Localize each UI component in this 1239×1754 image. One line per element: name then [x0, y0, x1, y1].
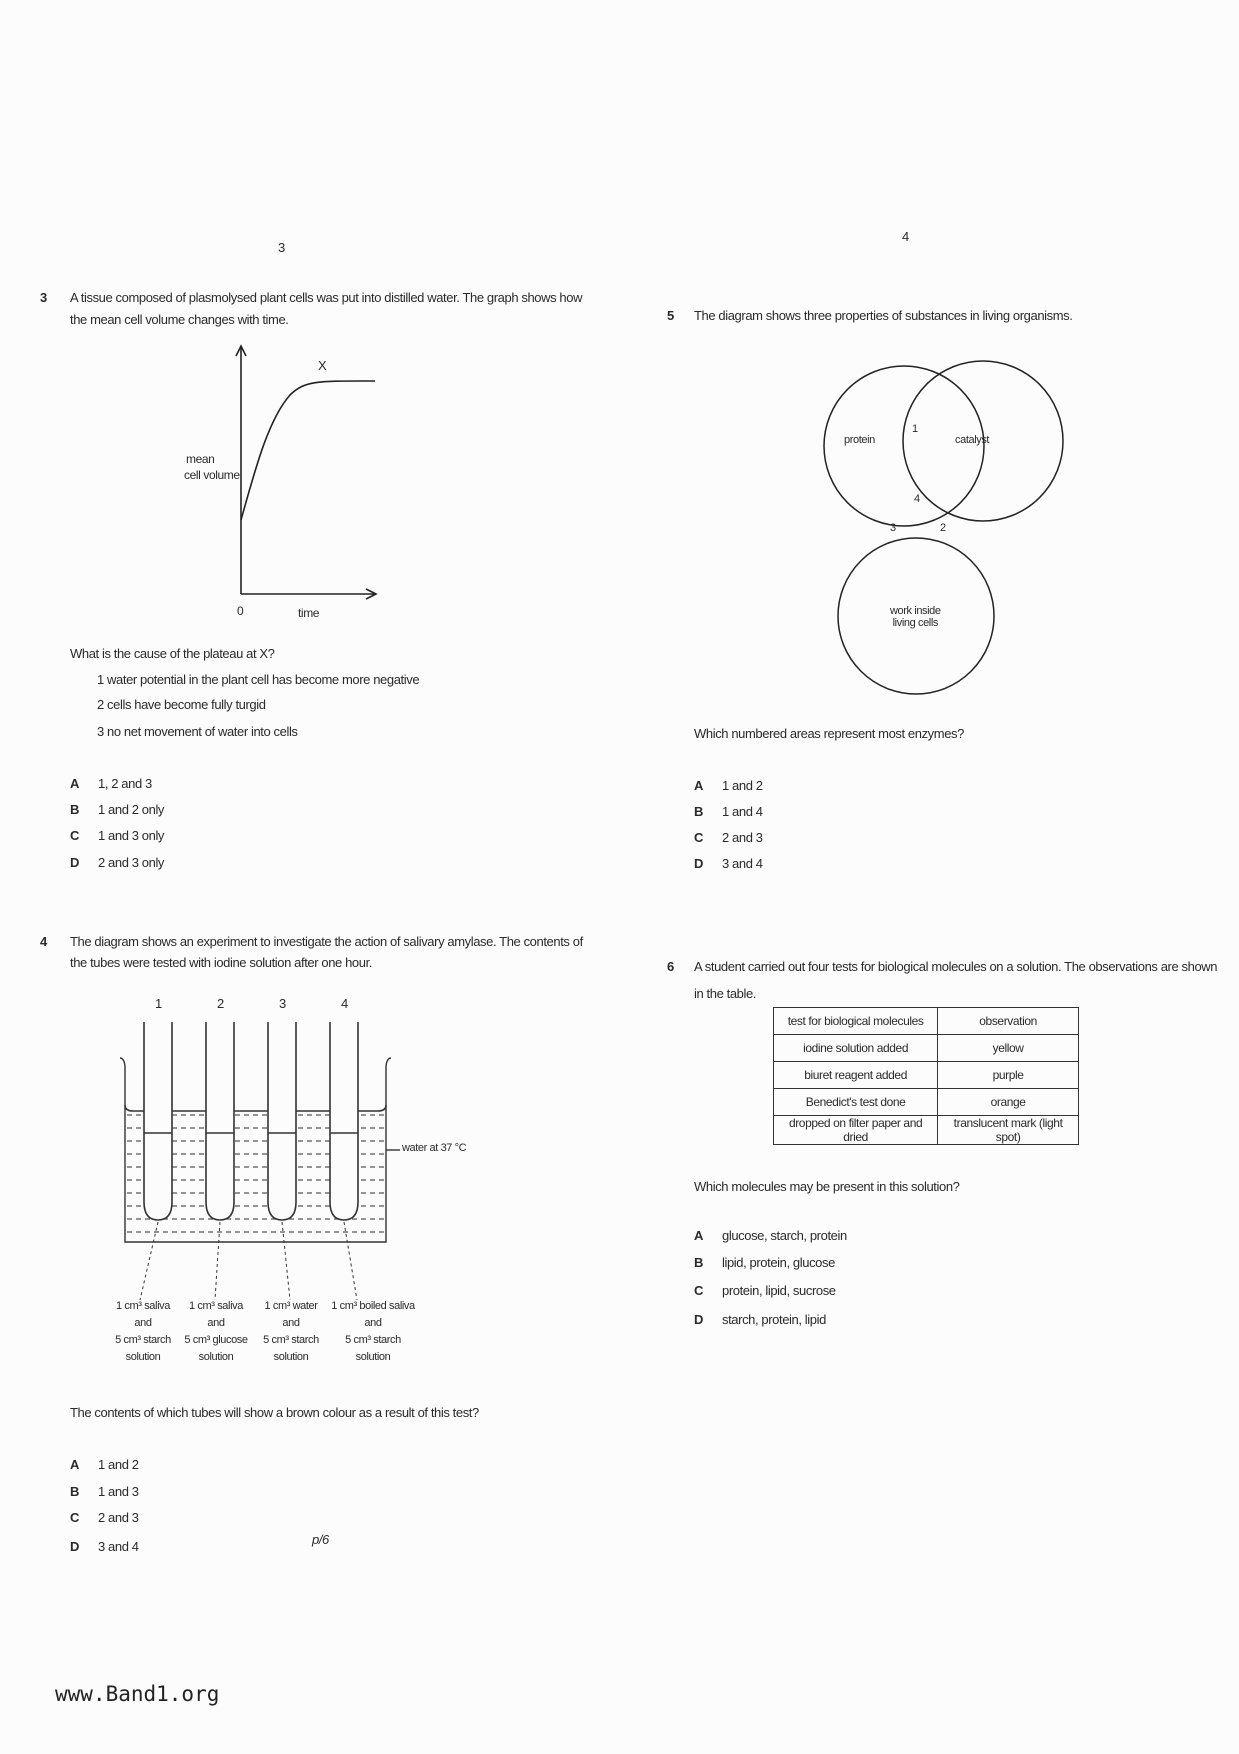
venn-label-cells — [890, 605, 941, 629]
tube-content-line: 5 cm³ starch — [263, 1334, 319, 1346]
venn-area-4: 4 — [914, 493, 920, 505]
graph-ylabel: cell volume — [184, 468, 240, 482]
option-text: 1 and 2 — [98, 1457, 139, 1472]
option-letter: A — [70, 1457, 79, 1472]
option-text: 1, 2 and 3 — [98, 776, 152, 791]
leader-lines — [140, 1222, 357, 1300]
option-text: 2 and 3 — [98, 1510, 139, 1525]
graph-point-label: X — [318, 358, 327, 373]
venn-label-line: living cells — [892, 617, 938, 629]
tube-content-line: 1 cm³ saliva — [189, 1300, 243, 1312]
tube-content-line: and — [134, 1317, 152, 1329]
option-text: starch, protein, lipid — [722, 1312, 826, 1327]
venn-label-line: work inside — [890, 605, 941, 617]
option-text: protein, lipid, sucrose — [722, 1283, 836, 1298]
option-letter: A — [70, 776, 79, 791]
venn-area-2: 2 — [940, 522, 946, 534]
graph-ylabel: mean — [186, 452, 215, 466]
table-cell: Benedict's test done — [774, 1089, 938, 1116]
table-cell: dropped on filter paper and dried — [774, 1116, 938, 1145]
option-text: 2 and 3 only — [98, 855, 165, 870]
option-text: 3 and 4 — [722, 856, 763, 871]
statement: 1 water potential in the plant cell has become more negative — [97, 672, 420, 687]
table-cell: translucent mark (light spot) — [938, 1116, 1079, 1145]
tube-content-line: solution — [125, 1351, 161, 1363]
option-letter: D — [70, 855, 79, 870]
option-b — [70, 1484, 139, 1499]
table-cell: iodine solution added — [774, 1035, 938, 1062]
tubes — [125, 1022, 386, 1220]
tube-content-line: 5 cm³ starch — [345, 1334, 401, 1346]
question-number: 3 — [40, 290, 47, 305]
tube-content-line: 5 cm³ glucose — [184, 1334, 248, 1346]
question-text: The diagram shows three properties of substances in living organisms. — [694, 308, 1073, 323]
option-letter: A — [694, 778, 703, 793]
option-text: 1 and 2 — [722, 778, 763, 793]
option-text: 1 and 4 — [722, 804, 763, 819]
tube-contents-4 — [328, 1298, 418, 1366]
graph-origin: 0 — [237, 604, 244, 618]
option-b — [70, 802, 164, 817]
option-text: 1 and 3 — [98, 1484, 139, 1499]
option-d — [70, 855, 164, 870]
observations-table — [773, 1007, 1079, 1145]
option-a — [70, 1457, 139, 1472]
option-letter: C — [70, 1510, 79, 1525]
option-d — [694, 856, 763, 871]
table-row — [774, 1116, 1079, 1145]
question-text: in the table. — [694, 986, 757, 1001]
question-prompt: The contents of which tubes will show a brown colour as a result of this test? — [70, 1405, 479, 1420]
question-text: the mean cell volume changes with time. — [70, 312, 289, 327]
tube-content-line: solution — [273, 1351, 309, 1363]
option-b — [694, 804, 763, 819]
option-d — [694, 1312, 826, 1327]
tube-content-line: 1 cm³ saliva — [116, 1300, 170, 1312]
handwritten-mark: p/6 — [312, 1532, 329, 1547]
table-row — [774, 1062, 1079, 1089]
option-letter: D — [70, 1539, 79, 1554]
tube-content-line: 5 cm³ starch — [115, 1334, 171, 1346]
table-row — [774, 1035, 1079, 1062]
option-letter: B — [70, 802, 79, 817]
page-number-left: 3 — [278, 240, 285, 255]
tube-number: 4 — [341, 996, 348, 1011]
footer-watermark: www.Band1.org — [55, 1682, 220, 1706]
q4-beaker — [120, 1022, 400, 1300]
tube-number: 3 — [279, 996, 286, 1011]
tube-content-line: 1 cm³ boiled saliva — [331, 1300, 415, 1312]
table-cell: orange — [938, 1089, 1079, 1116]
question-text: The diagram shows an experiment to investigate the action of salivary amylase. The contents of — [70, 934, 583, 949]
option-letter: B — [694, 1255, 703, 1270]
option-text: lipid, protein, glucose — [722, 1255, 835, 1270]
tube-content-line: solution — [355, 1351, 391, 1363]
option-a — [694, 1228, 847, 1243]
option-letter: A — [694, 1228, 703, 1243]
question-text: the tubes were tested with iodine solution after one hour. — [70, 955, 373, 970]
option-c — [70, 1510, 139, 1525]
question-number: 5 — [667, 308, 674, 323]
option-a — [70, 776, 152, 791]
tube-number: 2 — [217, 996, 224, 1011]
question-number: 4 — [40, 934, 47, 949]
option-letter: B — [694, 804, 703, 819]
option-c — [694, 830, 763, 845]
question-prompt: Which numbered areas represent most enzymes? — [694, 726, 964, 741]
tube-content-line: and — [282, 1317, 300, 1329]
table-header-row — [774, 1008, 1079, 1035]
tube-content-line: and — [364, 1317, 382, 1329]
question-text: A student carried out four tests for biological molecules on a solution. The observations are shown — [694, 959, 1218, 974]
option-d — [70, 1539, 139, 1554]
option-c — [694, 1283, 836, 1298]
option-text: 2 and 3 — [722, 830, 763, 845]
option-b — [694, 1255, 835, 1270]
option-letter: B — [70, 1484, 79, 1499]
table-cell: purple — [938, 1062, 1079, 1089]
question-text: A tissue composed of plasmolysed plant cells was put into distilled water. The graph shows how — [70, 290, 583, 305]
table-header: test for biological molecules — [774, 1008, 938, 1035]
option-text: 3 and 4 — [98, 1539, 139, 1554]
q3-graph — [236, 346, 376, 599]
option-text: 1 and 3 only — [98, 828, 165, 843]
venn-area-1: 1 — [912, 423, 918, 435]
venn-area-3: 3 — [890, 522, 896, 534]
tube-contents-1 — [108, 1298, 178, 1366]
water-label: water at 37 °C — [402, 1142, 467, 1154]
option-letter: C — [70, 828, 79, 843]
tube-content-line: and — [207, 1317, 225, 1329]
table-cell: yellow — [938, 1035, 1079, 1062]
venn-label-catalyst: catalyst — [955, 434, 990, 446]
option-letter: C — [694, 830, 703, 845]
tube-contents-2 — [180, 1298, 252, 1366]
tube-contents-3 — [255, 1298, 327, 1366]
option-c — [70, 828, 164, 843]
graph-xlabel: time — [298, 606, 320, 620]
question-prompt: Which molecules may be present in this solution? — [694, 1179, 960, 1194]
statement: 3 no net movement of water into cells — [97, 724, 298, 739]
question-number: 6 — [667, 959, 674, 974]
question-prompt: What is the cause of the plateau at X? — [70, 646, 275, 661]
tube-content-line: 1 cm³ water — [264, 1300, 318, 1312]
table-row — [774, 1089, 1079, 1116]
tube-number: 1 — [155, 996, 162, 1011]
option-letter: C — [694, 1283, 703, 1298]
tube-content-line: solution — [198, 1351, 234, 1363]
statement: 2 cells have become fully turgid — [97, 697, 266, 712]
option-letter: D — [694, 1312, 703, 1327]
option-a — [694, 778, 763, 793]
table-cell: biuret reagent added — [774, 1062, 938, 1089]
table-header: observation — [938, 1008, 1079, 1035]
page-number-right: 4 — [902, 229, 909, 244]
venn-label-protein: protein — [844, 434, 875, 446]
option-text: glucose, starch, protein — [722, 1228, 847, 1243]
option-text: 1 and 2 only — [98, 802, 165, 817]
option-letter: D — [694, 856, 703, 871]
